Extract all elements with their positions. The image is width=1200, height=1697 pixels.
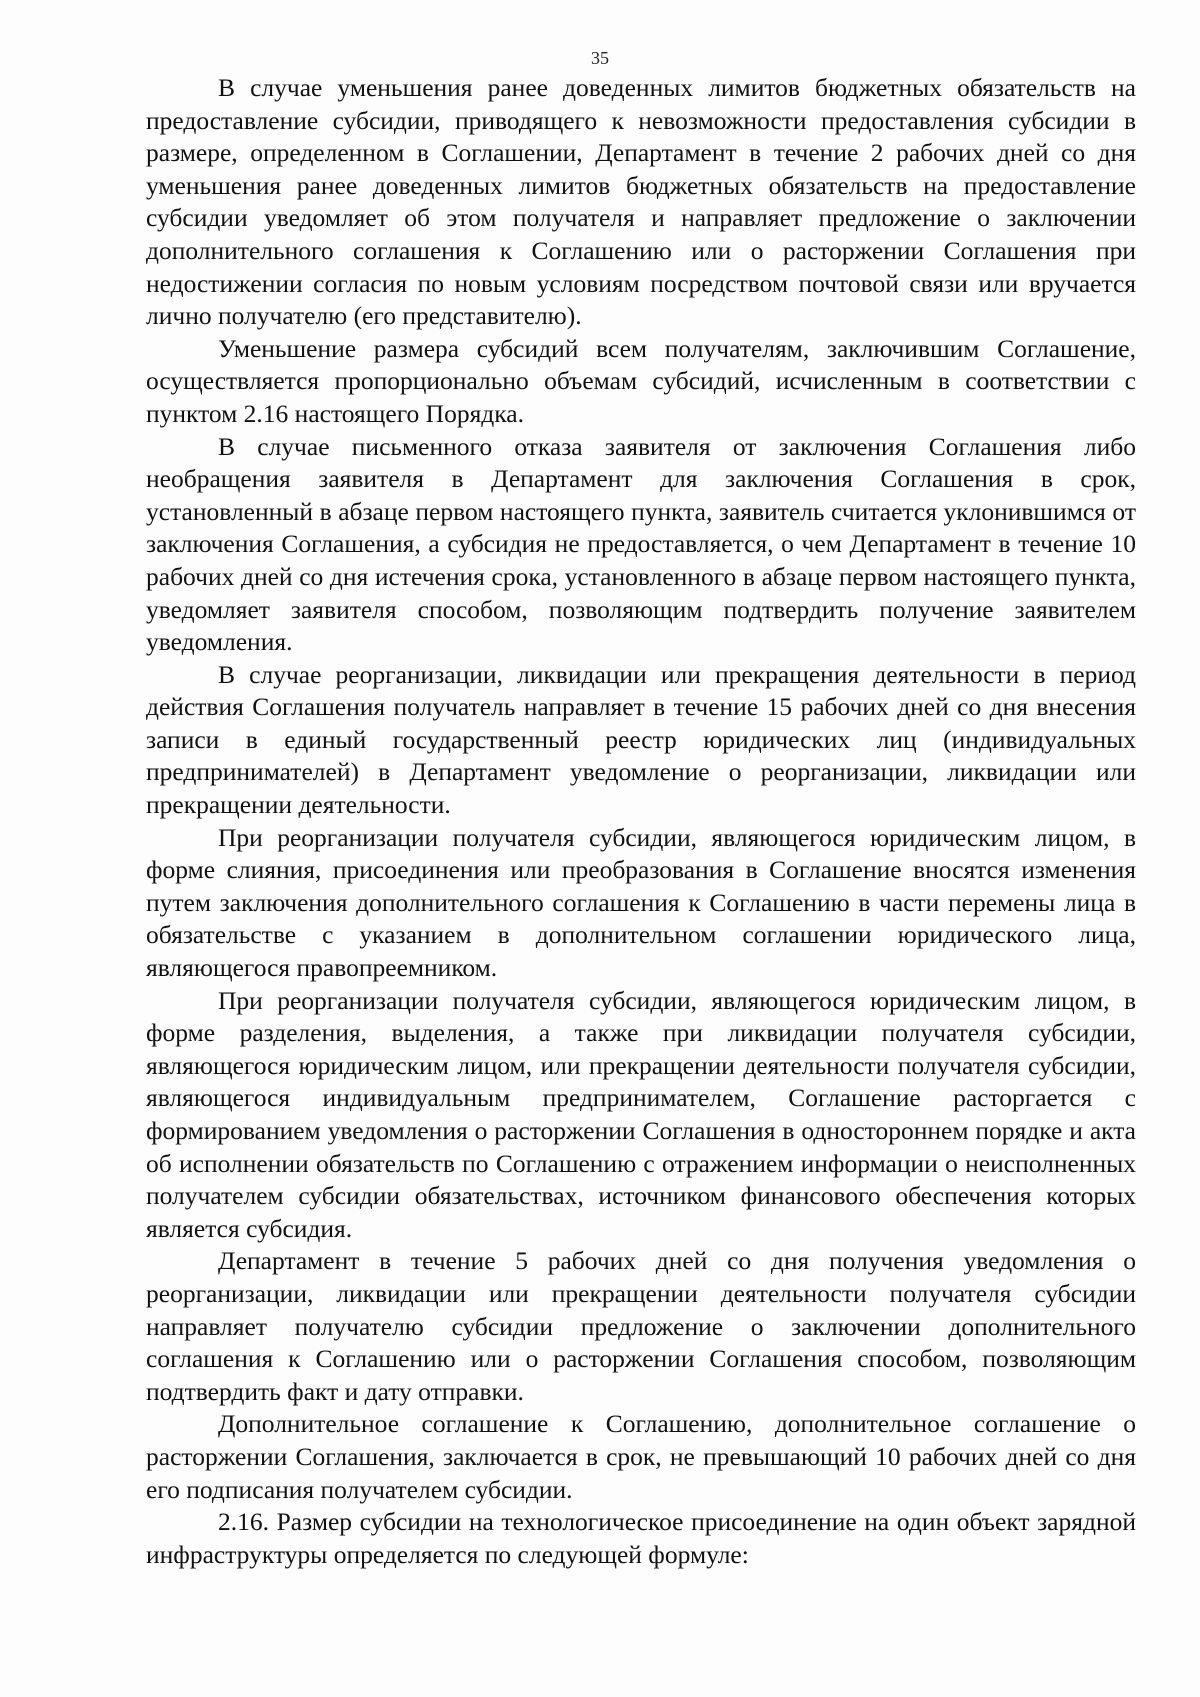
paragraph-department-proposal: Департамент в течение 5 рабочих дней со дня получения уведомления о реорганизации, ликвидации или прекращении деятельности получателя субсидии направляет получателю субсидии предложение о заключении дополнительного соглашения к Соглашению или о расторжении Соглашения способом, позволяющим подтвердить факт и дату отправки. bbox=[146, 1246, 1136, 1406]
paragraph-division: При реорганизации получателя субсидии, являющегося юридическим лицом, в форме разделения, выделения, а также при ликвидации получателя субсидии, являющегося юридическим лицом, или прекращении деятельности получателя субсидии, являющегося индивидуальным предпринимателем, Соглашение расторгается с формированием уведомления о расторжении Соглашения в одностороннем порядке и акта об исполнении обязательств по Соглашению с отражением информации о неисполненных получателем субсидии обязательствах, источником финансового обеспечения которых является субсидия. bbox=[146, 985, 1136, 1243]
page-number: 35 bbox=[591, 48, 609, 68]
paragraph-refusal: В случае письменного отказа заявителя от заключения Соглашения либо необращения заявителя в Департамент для заключения Соглашения в срок, установленный в абзаце первом настоящего пункта, заявитель считается уклонившимся от заключения Соглашения, а субсидия не предоставляется, о чем Департамент в течение 10 рабочих дней со дня истечения срока, установленного в абзаце первом настоящего пункта, уведомляет заявителя способом, позволяющим подтвердить получение заявителем уведомления. bbox=[146, 431, 1136, 657]
paragraph-limits-reduction: В случае уменьшения ранее доведенных лимитов бюджетных обязательств на предоставление субсидии, приводящего к невозможности предоставления субсидии в размере, определенном в Соглашении, Департамент в течение 2 рабочих дней со дня уменьшения ранее доведенных лимитов бюджетных обязательств на предоставление субсидии уведомляет об этом получателя и направляет предложение о заключении дополнительного соглашения к Соглашению или о расторжении Соглашения при недостижении согласия по новым условиям посредством почтовой связи или вручается лично получателю (его представителю). bbox=[146, 73, 1136, 331]
document-body bbox=[146, 72, 1136, 1571]
paragraph-proportional-reduction: Уменьшение размера субсидий всем получателям, заключившим Соглашение, осуществляется пропорционально объемам субсидий, исчисленным в соответствии с пунктом 2.16 настоящего Порядка. bbox=[146, 333, 1136, 428]
paragraph-additional-agreement: Дополнительное соглашение к Соглашению, дополнительное соглашение о расторжении Соглашения, заключается в срок, не превышающий 10 рабочих дней со дня его подписания получателем субсидии. bbox=[146, 1409, 1136, 1504]
paragraph-section-2-16: 2.16. Размер субсидии на технологическое присоединение на один объект зарядной инфраструктуры определяется по следующей формуле: bbox=[146, 1507, 1136, 1569]
paragraph-reorganization-notice: В случае реорганизации, ликвидации или прекращения деятельности в период действия Соглашения получатель направляет в течение 15 рабочих дней со дня внесения записи в единый государственный реестр юридических лиц (индивидуальных предпринимателей) в Департамент уведомление о реорганизации, ликвидации или прекращении деятельности. bbox=[146, 659, 1136, 820]
paragraph-merger: При реорганизации получателя субсидии, являющегося юридическим лицом, в форме слияния, присоединения или преобразования в Соглашение вносятся изменения путем заключения дополнительного соглашения к Соглашению в части перемены лица в обязательстве с указанием в дополнительном соглашении юридического лица, являющегося правопреемником. bbox=[146, 822, 1136, 983]
